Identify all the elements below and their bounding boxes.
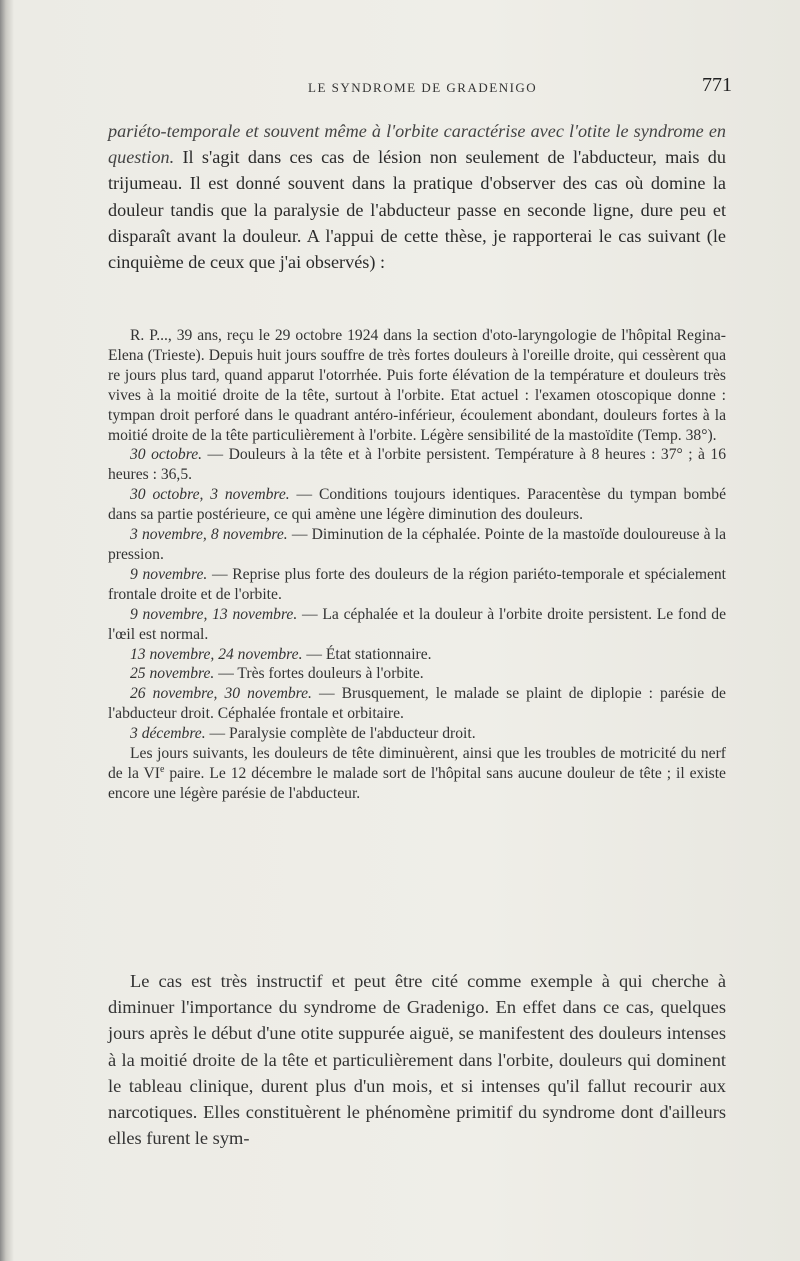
case-entry-text: — État stationnaire. <box>302 645 432 663</box>
case-entry <box>108 326 726 445</box>
conclusion-paragraph <box>108 968 726 1151</box>
case-entry-date: 3 novembre, 8 novembre. <box>130 526 288 544</box>
case-entry-text: — La céphalée et la douleur à l'orbite droite persistent. Le fond de l'œil est normal. <box>108 605 726 643</box>
case-entry <box>108 684 726 724</box>
case-entry-date: 30 octobre, 3 novembre. <box>130 486 290 504</box>
case-entry-text: paire. Le 12 décembre le malade sort de l'hôpital sans aucune douleur de tête ; il existe encore une légère parésie de l'abducteur. <box>108 764 726 802</box>
case-entry-date: 26 novembre, 30 novembre. <box>130 685 312 703</box>
case-entry-date: 3 décembre. <box>130 725 206 743</box>
case-entry-text: Les jours suivants, les douleurs de tête diminuèrent, ainsi que les troubles de motricité du nerf de la VI <box>108 745 726 782</box>
intro-italic-lead: pariéto-temporale et souvent même à l'orbite caractérise avec l'otite le syndrome en question. <box>108 121 726 168</box>
case-entry <box>108 525 726 565</box>
case-entry-text: — Reprise plus forte des douleurs de la région pariéto-temporale et spécialement frontale droite et de l'orbite. <box>108 565 727 603</box>
intro-paragraph <box>108 118 726 275</box>
superscript: e <box>160 763 165 775</box>
case-entry-text: — Paralysie complète de l'abducteur droit. <box>205 725 476 743</box>
case-entry-text: — Brusquement, le malade se plaint de diplopie : parésie de l'abducteur droit. Céphalée frontale et orbitaire. <box>108 685 726 723</box>
conclusion-text: Le cas est très instructif et peut être cité comme exemple à qui cherche à diminuer l'importance du syndrome de Gradenigo. En effet dans ce cas, quelques jours après le début d'une otite suppurée aiguë, se manifestent des douleurs intenses à la moitié droite de la tête et particulièrement dans l'orbite, douleurs qui dominent le tableau clinique, durent plus d'un mois, et si intenses qu'il fallut recourir aux narcotiques. Elles constituèrent le phénomène primitif du syndrome dont d'ailleurs elles furent le sym- <box>108 971 726 1149</box>
case-entry-text: — Douleurs à la tête et à l'orbite persistent. Température à 8 heures : 37° ; à 16 heures : 36,5. <box>108 446 726 484</box>
case-entry <box>108 445 726 485</box>
intro-text: Il s'agit dans ces cas de lésion non seulement de l'abducteur, mais du trijumeau. Il est donné souvent dans la pratique d'observer des cas où domine la douleur tandis que la paralysie de l'abducteur passe en seconde ligne, dure peu et disparaît avant la douleur. A l'appui de cette thèse, je rapporterai le cas suivant (le cinquième de ceux que j'ai observés) : <box>108 147 726 273</box>
case-entry <box>108 605 726 645</box>
case-entry-date: 9 novembre, 13 novembre. <box>130 605 298 623</box>
case-entry-date: 25 novembre. <box>130 665 215 683</box>
case-entry-text: — Conditions toujours identiques. Paracentèse du tympan bombé dans sa partie postérieure, ce qui amène une légère diminution des douleurs. <box>108 486 726 524</box>
case-entry-date: 13 novembre, 24 novembre. <box>130 645 303 663</box>
case-entry <box>108 645 726 665</box>
case-entry <box>108 664 726 684</box>
case-entry-text: — Diminution de la céphalée. Pointe de la mastoïde douloureuse à la pression. <box>108 526 727 563</box>
case-entry-date: 30 octobre. <box>130 446 203 464</box>
case-entry-text: R. P..., 39 ans, reçu le 29 octobre 1924 dans la section d'oto-laryngologie de l'hôpital Regina-Elena (Trieste). Depuis huit jours souffre de très fortes douleurs à l'oreille droite, qui cessèrent qua re jours plus tard, quand apparut l'otorrhée. Puis forte élévation de la température et douleurs très vives à la moitié droite de la tête, surtout à l'orbite. Etat actuel : l'examen otoscopique donne : tympan droit perforé dans le quadrant antéro-inférieur, écoulement abondant, douleurs fortes à la moitié droite de la tête particulièrement à l'orbite. Légère sensibilité de la mastoïdite (Temp. 38°). <box>108 327 726 444</box>
case-entry <box>108 485 726 525</box>
case-entry-date: 9 novembre. <box>130 565 208 583</box>
case-entry <box>108 565 726 605</box>
case-entry <box>108 744 726 804</box>
case-entry-text: — Très fortes douleurs à l'orbite. <box>214 665 424 683</box>
case-entry <box>108 724 726 744</box>
case-report <box>108 326 726 804</box>
running-title: LE SYNDROME DE GRADENIGO <box>308 80 538 95</box>
page-number: 771 <box>702 74 732 96</box>
page-header <box>108 74 732 104</box>
